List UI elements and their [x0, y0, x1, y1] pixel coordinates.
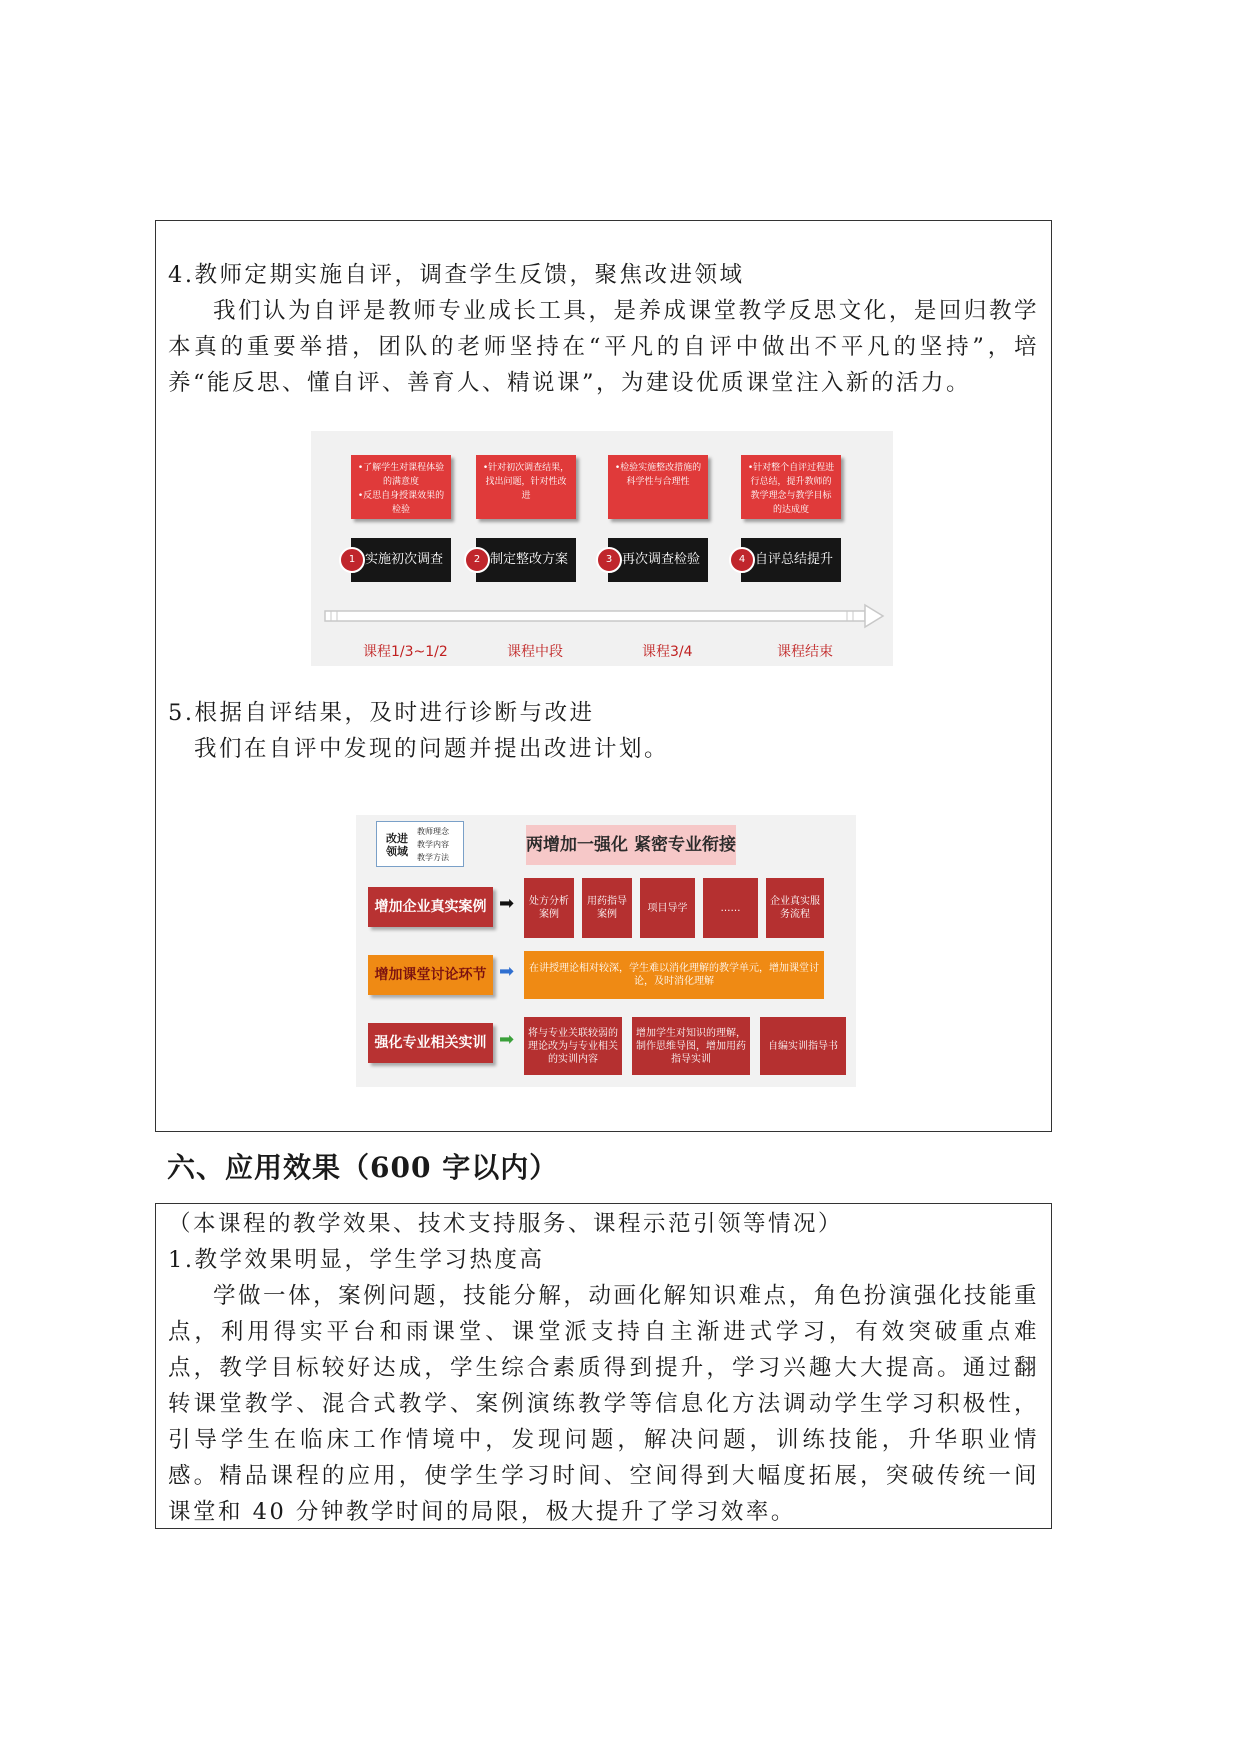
row2-arrow-icon: ➡: [499, 961, 515, 982]
step3-label: 再次调查检验: [608, 538, 708, 582]
row1-cell-5: 企业真实服务流程: [766, 878, 824, 938]
plan-banner: 两增加一强化 紧密专业衔接: [526, 825, 736, 865]
row3-cell-2: 增加学生对知识的理解，制作思维导图，增加用药指导实训: [632, 1017, 750, 1075]
row1-cell-4: ……: [703, 878, 758, 938]
section6-heading: 六、应用效果（600 字以内）: [167, 1151, 559, 1184]
section4-title: 4.教师定期实施自评，调查学生反馈，聚焦改进领域: [168, 262, 745, 288]
row3-cell-1: 将与专业关联较弱的理论改为与专业相关的实训内容: [524, 1017, 622, 1075]
step2-number: 2: [464, 547, 490, 573]
step4-label: 自评总结提升: [741, 538, 841, 582]
section4-body: 我们认为自评是教师专业成长工具，是养成课堂教学反思文化，是回归教学本真的重要举措，团队的老师坚持在“平凡的自评中做出不平凡的坚持”，培养“能反思、懂自评、善育人、精说课”，为建设优质课堂注入新的活力。: [168, 298, 1039, 396]
self-evaluation-process-figure: [311, 431, 893, 666]
step1-number: 1: [339, 547, 365, 573]
row2-label: 增加课堂讨论环节: [368, 955, 493, 995]
row3-cell-3: 自编实训指导书: [760, 1017, 846, 1075]
step3-number: 3: [596, 547, 622, 573]
improvement-plan-figure: [356, 815, 856, 1087]
timeline-label-1: 课程1/3~1/2: [363, 644, 448, 660]
step1-label: 实施初次调查: [351, 538, 451, 582]
timeline-label-4: 课程结束: [777, 644, 833, 660]
row1-cell-2: 用药指导案例: [582, 878, 632, 938]
step2-card: •针对初次调查结果，找出问题，针对性改进: [476, 455, 576, 519]
step4-number: 4: [729, 547, 755, 573]
row3-label: 强化专业相关实训: [368, 1023, 493, 1063]
content-box-upper: [155, 220, 1052, 1132]
section5-body: 我们在自评中发现的问题并提出改进计划。: [194, 736, 670, 762]
timeline-arrow-icon: [311, 601, 893, 631]
content-box-lower: [155, 1203, 1052, 1529]
row1-cell-3: 项目导学: [640, 878, 695, 938]
step3-card: •检验实施整改措施的科学性与合理性: [608, 455, 708, 519]
domain-item-2: 教学内容: [417, 840, 449, 849]
domain-item-1: 教师理念: [417, 827, 449, 836]
row1-arrow-icon: ➡: [499, 893, 515, 914]
section5-title: 5.根据自评结果，及时进行诊断与改进: [168, 700, 595, 726]
row1-label: 增加企业真实案例: [368, 887, 493, 927]
row2-cell-1: 在讲授理论相对较深，学生难以消化理解的教学单元，增加课堂讨论，及时消化理解: [524, 951, 824, 999]
row1-cell-1: 处方分析案例: [524, 878, 574, 938]
timeline-label-3: 课程3/4: [642, 644, 693, 660]
row3-arrow-icon: ➡: [499, 1029, 515, 1050]
step2-label: 制定整改方案: [476, 538, 576, 582]
timeline-label-2: 课程中段: [507, 644, 563, 660]
improvement-domain-box: [376, 821, 464, 867]
step1-card: •了解学生对课程体验的满意度 •反思自身授课效果的检验: [351, 455, 451, 519]
item1-title: 1.教学效果明显，学生学习热度高: [168, 1247, 545, 1273]
domain-item-3: 教学方法: [417, 853, 449, 862]
domain-label: 改进领域: [386, 832, 408, 858]
item1-body: 学做一体，案例问题，技能分解，动画化解知识难点，角色扮演强化技能重点，利用得实平台和雨课堂、课堂派支持自主渐进式学习，有效突破重点难点，教学目标较好达成，学生综合素质得到提升，学习兴趣大大提高。通过翻转课堂教学、混合式教学、案例演练教学等信息化方法调动学生学习积极性，引导学生在临床工作情境中，发现问题，解决问题，训练技能，升华职业情感。精品课程的应用，使学生学习时间、空间得到大幅度拓展，突破传统一间课堂和 40 分钟教学时间的局限，极大提升了学习效率。: [168, 1283, 1039, 1525]
section6-note: （本课程的教学效果、技术支持服务、课程示范引领等情况）: [168, 1211, 844, 1237]
step4-card: •针对整个自评过程进行总结，提升教师的教学理念与教学目标的达成度: [741, 455, 841, 519]
